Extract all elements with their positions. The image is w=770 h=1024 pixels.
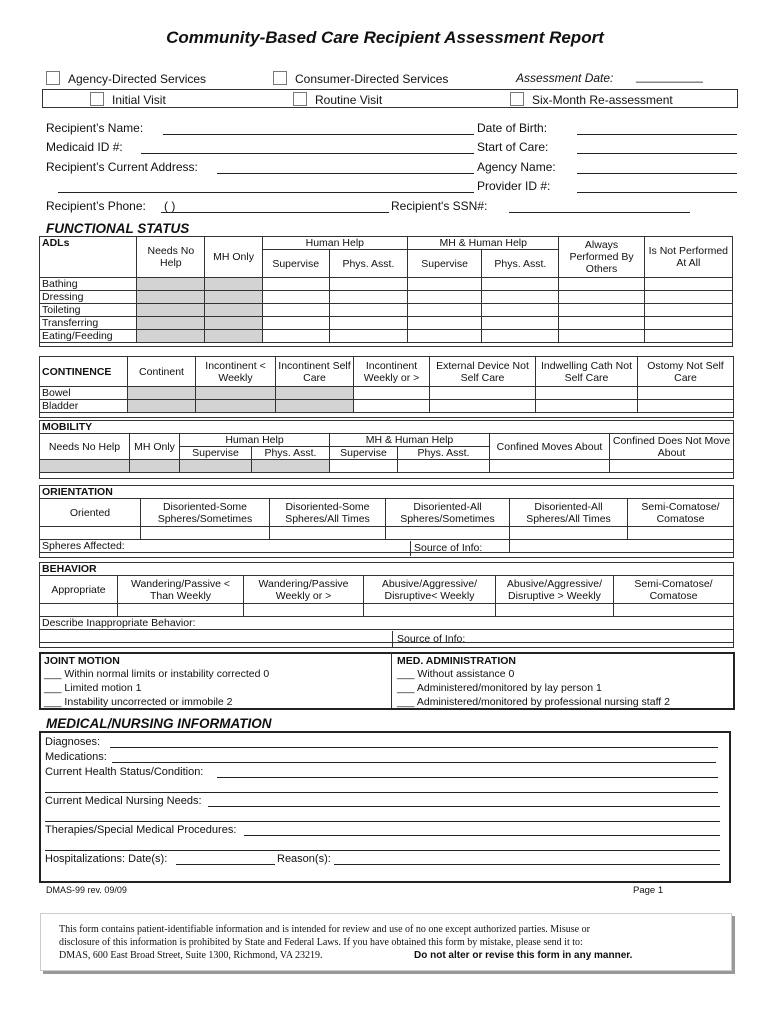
notice-line-2: disclosure of this information is prohibited by State and Federal Laws. If you have obtained this form by mistake, please send it to:	[59, 937, 583, 948]
human-help-header: Human Help	[262, 237, 407, 250]
behavior-row	[40, 604, 734, 617]
consumer-directed-option[interactable]: Consumer-Directed Services	[273, 71, 448, 86]
mh-human-help-header: MH & Human Help	[408, 237, 559, 250]
page-number: Page 1	[633, 885, 664, 896]
checkbox[interactable]	[293, 92, 307, 106]
assessment-date-field[interactable]: __________	[636, 69, 703, 83]
wandering-less-header: Wandering/Passive < Than Weekly	[118, 576, 244, 604]
medical-nursing-heading: MEDICAL/NURSING INFORMATION	[46, 716, 272, 731]
supervise-header: Supervise	[330, 447, 398, 460]
start-of-care-label: Start of Care:	[477, 140, 549, 154]
mh-human-help-header: MH & Human Help	[330, 434, 490, 447]
supervise-header: Supervise	[262, 250, 329, 278]
routine-visit-option[interactable]: Routine Visit	[293, 92, 382, 107]
adl-row	[40, 278, 733, 291]
med-admin-header: MED. ADMINISTRATION	[397, 655, 516, 667]
therapies-field-line2[interactable]	[45, 850, 720, 851]
provider-id-label: Provider ID #:	[477, 179, 551, 193]
medicaid-id-label: Medicaid ID #:	[46, 140, 123, 154]
adl-row	[40, 330, 733, 343]
orientation-source-label: Source of Info:	[414, 542, 483, 554]
hospitalization-dates-field[interactable]	[176, 864, 275, 865]
adl-label: Eating/Feeding	[40, 330, 137, 343]
continence-row	[40, 387, 734, 400]
semi-comatose-header: Semi-Comatose/ Comatose	[628, 499, 734, 527]
continence-header: CONTINENCE	[40, 357, 128, 387]
phone-area-code: ( )	[164, 199, 176, 213]
med-option-0[interactable]: ___ Without assistance 0	[397, 668, 515, 680]
therapies-label: Therapies/Special Medical Procedures:	[45, 824, 237, 836]
med-option-2[interactable]: ___ Administered/monitored by professional nursing staff 2	[397, 696, 670, 708]
appropriate-header: Appropriate	[40, 576, 118, 604]
assessment-date-label: Assessment Date:	[516, 71, 614, 85]
abusive-more-header: Abusive/Aggressive/ Disruptive > Weekly	[496, 576, 614, 604]
adl-table	[39, 236, 733, 347]
semi-comatose-header: Semi-Comatose/ Comatose	[614, 576, 734, 604]
incontinent-weekly-header: Incontinent < Weekly	[196, 357, 276, 387]
row-label: Bladder	[40, 400, 128, 413]
six-month-option[interactable]: Six-Month Re-assessment	[510, 92, 673, 107]
phone-label: Recipient’s Phone:	[46, 199, 146, 213]
needs-no-help-header: Needs No Help	[137, 237, 205, 278]
spheres-affected-field[interactable]: Spheres Affected:	[40, 540, 510, 553]
adl-label: Toileting	[40, 304, 137, 317]
notice-line-3: DMAS, 600 East Broad Street, Suite 1300, Richmond, VA 23219.	[59, 950, 323, 961]
supervise-header: Supervise	[408, 250, 482, 278]
adl-label: Bathing	[40, 278, 137, 291]
address-field[interactable]	[217, 173, 474, 174]
confined-not-move-header: Confined Does Not Move About	[610, 434, 734, 460]
form-revision: DMAS-99 rev. 09/09	[46, 885, 127, 895]
row-label: Bowel	[40, 387, 128, 400]
joint-option-0[interactable]: ___ Within normal limits or instability corrected 0	[44, 668, 270, 680]
page-title: Community-Based Care Recipient Assessment Report	[166, 28, 604, 47]
medications-label: Medications:	[45, 751, 107, 763]
ostomy-header: Ostomy Not Self Care	[638, 357, 734, 387]
med-option-1[interactable]: ___ Administered/monitored by lay person 1	[397, 682, 602, 694]
behavior-table	[39, 562, 734, 648]
behavior-header: BEHAVIOR	[40, 563, 734, 576]
adl-label: Dressing	[40, 291, 137, 304]
medicaid-id-field[interactable]	[141, 153, 474, 154]
orientation-row	[40, 527, 734, 540]
phys-asst-header: Phys. Asst.	[252, 447, 330, 460]
address-label: Recipient’s Current Address:	[46, 160, 198, 174]
disoriented-some-sometimes-header: Disoriented-Some Spheres/Sometimes	[141, 499, 270, 527]
continent-header: Continent	[128, 357, 196, 387]
human-help-header: Human Help	[180, 434, 330, 447]
ssn-label: Recipient's SSN#:	[391, 199, 488, 213]
joint-motion-header: JOINT MOTION	[44, 655, 120, 667]
adl-label: Transferring	[40, 317, 137, 330]
nursing-needs-label: Current Medical Nursing Needs:	[45, 795, 202, 807]
phys-asst-header: Phys. Asst.	[398, 447, 490, 460]
start-of-care-field[interactable]	[577, 153, 737, 154]
notice-line-1: This form contains patient-identifiable information and is intended for review and use of no one except authorized parties. Misuse or	[59, 924, 590, 935]
phone-field[interactable]	[161, 212, 389, 213]
health-status-field[interactable]	[217, 777, 718, 778]
dob-field[interactable]	[577, 134, 737, 135]
agency-directed-option[interactable]: Agency-Directed Services	[46, 71, 206, 86]
describe-behavior-field[interactable]: Describe Inappropriate Behavior:	[40, 617, 734, 630]
not-performed-header: Is Not Performed At All	[644, 237, 732, 278]
hospitalizations-label: Hospitalizations: Date(s):	[45, 853, 168, 865]
diagnoses-label: Diagnoses:	[45, 736, 101, 748]
mh-only-header: MH Only	[205, 237, 262, 278]
provider-id-field[interactable]	[577, 192, 737, 193]
indwelling-cath-header: Indwelling Cath Not Self Care	[536, 357, 638, 387]
recipient-name-field[interactable]	[163, 134, 474, 135]
functional-status-heading: FUNCTIONAL STATUS	[46, 221, 190, 236]
reasons-field[interactable]	[334, 864, 720, 865]
therapies-field[interactable]	[244, 835, 720, 836]
continence-table	[39, 356, 734, 418]
adls-header: ADLs	[40, 237, 137, 278]
orientation-table	[39, 485, 734, 558]
mh-only-header: MH Only	[130, 434, 180, 460]
abusive-less-header: Abusive/Aggressive/ Disruptive< Weekly	[364, 576, 496, 604]
nursing-needs-field[interactable]	[208, 806, 720, 807]
health-status-field-line2[interactable]	[45, 792, 718, 793]
agency-name-field[interactable]	[577, 173, 737, 174]
checkbox[interactable]	[273, 71, 287, 85]
joint-option-2[interactable]: ___ Instability uncorrected or immobile 2	[44, 696, 233, 708]
adl-row	[40, 317, 733, 330]
checkbox[interactable]	[90, 92, 104, 106]
mobility-table	[39, 420, 734, 479]
ssn-field[interactable]	[509, 212, 690, 213]
initial-visit-option[interactable]: Initial Visit	[90, 92, 166, 107]
adl-row	[40, 291, 733, 304]
supervise-header: Supervise	[180, 447, 252, 460]
address-field-line2[interactable]	[58, 192, 474, 193]
disoriented-all-all-header: Disoriented-All Spheres/All Times	[510, 499, 628, 527]
orientation-header: ORIENTATION	[40, 486, 734, 499]
diagnoses-field[interactable]	[110, 747, 718, 748]
disoriented-some-all-header: Disoriented-Some Spheres/All Times	[270, 499, 386, 527]
notice-do-not-alter: Do not alter or revise this form in any manner.	[414, 950, 633, 961]
checkbox[interactable]	[46, 71, 60, 85]
continence-row	[40, 400, 734, 413]
mobility-row	[40, 460, 734, 473]
mobility-header: MOBILITY	[40, 421, 734, 434]
phys-asst-header: Phys. Asst.	[329, 250, 407, 278]
phys-asst-header: Phys. Asst.	[482, 250, 559, 278]
agency-name-label: Agency Name:	[477, 160, 556, 174]
joint-option-1[interactable]: ___ Limited motion 1	[44, 682, 142, 694]
incontinent-self-care-header: Incontinent Self Care	[276, 357, 354, 387]
needs-no-help-header: Needs No Help	[40, 434, 130, 460]
confined-moves-header: Confined Moves About	[490, 434, 610, 460]
adl-row	[40, 304, 733, 317]
incontinent-weekly-more-header: Incontinent Weekly or >	[354, 357, 430, 387]
checkbox[interactable]	[510, 92, 524, 106]
disoriented-all-sometimes-header: Disoriented-All Spheres/Sometimes	[386, 499, 510, 527]
behavior-source-label: Source of Info:	[397, 633, 466, 645]
reasons-label: Reason(s):	[277, 853, 331, 865]
oriented-header: Oriented	[40, 499, 141, 527]
dob-label: Date of Birth:	[477, 121, 548, 135]
nursing-needs-field-line2[interactable]	[45, 821, 720, 822]
external-device-header: External Device Not Self Care	[430, 357, 536, 387]
recipient-name-label: Recipient’s Name:	[46, 121, 144, 135]
health-status-label: Current Health Status/Condition:	[45, 766, 204, 778]
always-performed-header: Always Performed By Others	[559, 237, 644, 278]
medications-field[interactable]	[112, 762, 716, 763]
wandering-more-header: Wandering/Passive Weekly or >	[244, 576, 364, 604]
